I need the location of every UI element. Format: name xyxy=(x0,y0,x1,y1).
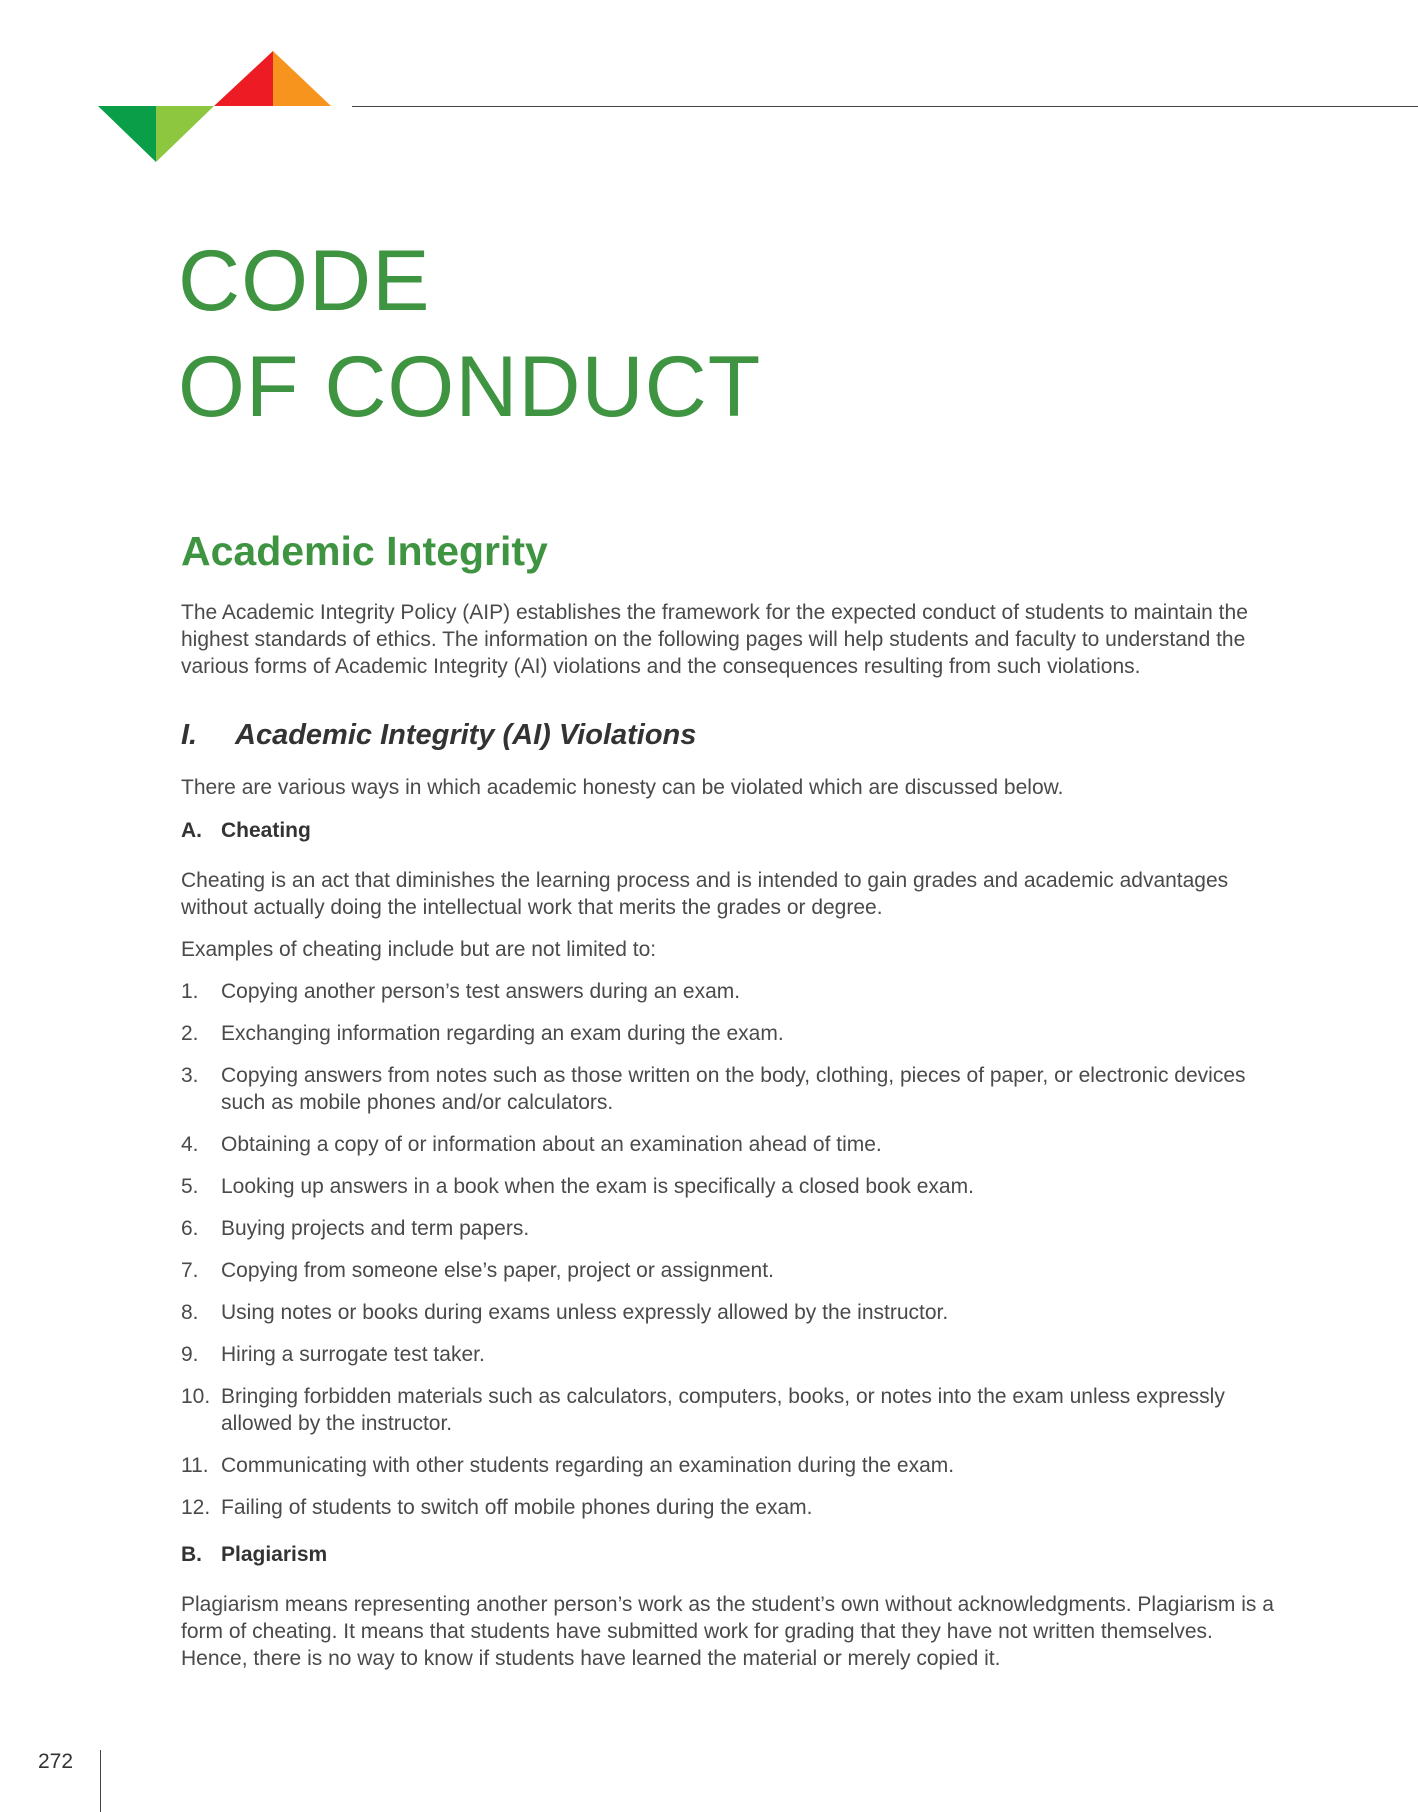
subsection-lead: There are various ways in which academic honesty can be violated which are discussed below. xyxy=(181,776,1064,799)
list-item-number: 1. xyxy=(181,980,199,1003)
logo-orange-triangle xyxy=(273,51,331,106)
cheating-letter: A. xyxy=(181,819,202,842)
list-item-number: 6. xyxy=(181,1217,199,1240)
list-item-number: 8. xyxy=(181,1301,199,1324)
list-item-text: Exchanging information regarding an exam during the exam. xyxy=(221,1022,784,1045)
list-item-text: Failing of students to switch off mobile phones during the exam. xyxy=(221,1496,813,1519)
list-item-number: 7. xyxy=(181,1259,199,1282)
list-item-text: Communicating with other students regarding an examination during the exam. xyxy=(221,1454,955,1477)
list-item xyxy=(181,1020,1281,1047)
list-item xyxy=(181,1383,1281,1437)
logo-triangles xyxy=(98,50,338,162)
list-item-text: Copying answers from notes such as those written on the body, clothing, pieces of paper, or electronic devices such as mobile phones and/or calculators. xyxy=(221,1064,1246,1114)
list-item-text: Hiring a surrogate test taker. xyxy=(221,1343,485,1366)
list-item-number: 4. xyxy=(181,1133,199,1156)
title-line-1: CODE xyxy=(178,233,431,329)
list-item-number: 3. xyxy=(181,1064,199,1087)
list-item xyxy=(181,1494,1281,1521)
list-item xyxy=(181,1215,1281,1242)
list-item-text: Using notes or books during exams unless expressly allowed by the instructor. xyxy=(221,1301,949,1324)
plagiarism-description: Plagiarism means representing another person’s work as the student’s own without acknowledgments. Plagiarism is a form of cheating. It means that students have submitted work for grading that they have not written themselves. Hence, there is no way to know if students have learned the material or merely copied it. xyxy=(181,1593,1274,1670)
subsection-number: I. xyxy=(181,719,198,751)
list-item xyxy=(181,978,1281,1005)
list-item-text: Copying from someone else’s paper, project or assignment. xyxy=(221,1259,774,1282)
cheating-examples-list xyxy=(181,978,1281,1521)
plagiarism-letter: B. xyxy=(181,1543,202,1566)
cheating-description: Cheating is an act that diminishes the learning process and is intended to gain grades and academic advantages without actually doing the intellectual work that merits the grades or degree. xyxy=(181,869,1229,919)
list-item-number: 2. xyxy=(181,1022,199,1045)
list-item xyxy=(181,1173,1281,1200)
subsection-title: Academic Integrity (AI) Violations xyxy=(235,719,697,751)
list-item-number: 10. xyxy=(181,1385,211,1408)
title-line-2: OF CONDUCT xyxy=(178,339,762,435)
list-item-text: Buying projects and term papers. xyxy=(221,1217,530,1240)
plagiarism-title: Plagiarism xyxy=(221,1543,328,1566)
list-item xyxy=(181,1341,1281,1368)
subsection-heading xyxy=(181,716,1281,754)
logo-red-triangle xyxy=(214,51,273,106)
top-rule xyxy=(352,106,1418,107)
intro-paragraph: The Academic Integrity Policy (AIP) establishes the framework for the expected conduct of students to maintain the highest standards of ethics. The information on the following pages will help students and faculty to understand the various forms of Academic Integrity (AI) violations and the consequences resulting from such violations. xyxy=(181,601,1248,678)
page-title xyxy=(178,228,761,440)
list-item xyxy=(181,1299,1281,1326)
list-item xyxy=(181,1062,1281,1116)
list-item-number: 12. xyxy=(181,1496,211,1519)
list-item-text: Copying another person’s test answers during an exam. xyxy=(221,980,741,1003)
plagiarism-heading xyxy=(181,1541,1281,1569)
list-item-number: 5. xyxy=(181,1175,199,1198)
page-number-rule xyxy=(100,1750,101,1812)
logo-light-green-triangle xyxy=(156,106,214,162)
list-item xyxy=(181,1452,1281,1479)
document-body xyxy=(181,525,1281,1687)
list-item-number: 11. xyxy=(181,1454,209,1477)
list-item-text: Bringing forbidden materials such as calculators, computers, books, or notes into the exam unless expressly allowed by the instructor. xyxy=(221,1385,1225,1435)
list-item-number: 9. xyxy=(181,1343,199,1366)
list-item xyxy=(181,1131,1281,1158)
cheating-examples-intro: Examples of cheating include but are not limited to: xyxy=(181,938,657,961)
page-number: 272 xyxy=(38,1750,74,1773)
cheating-heading xyxy=(181,817,1281,845)
list-item-text: Looking up answers in a book when the exam is specifically a closed book exam. xyxy=(221,1175,974,1198)
section-heading: Academic Integrity xyxy=(181,528,548,574)
cheating-title: Cheating xyxy=(221,819,311,842)
logo-dark-green-triangle xyxy=(98,106,156,162)
list-item xyxy=(181,1257,1281,1284)
list-item-text: Obtaining a copy of or information about an examination ahead of time. xyxy=(221,1133,882,1156)
